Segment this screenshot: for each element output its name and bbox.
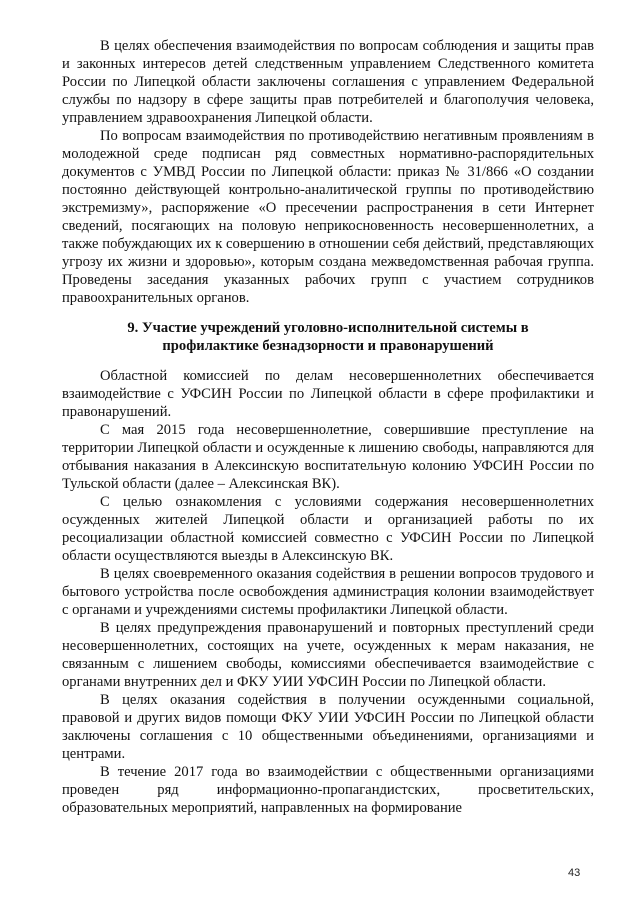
paragraph-since-may-2015: С мая 2015 года несовершеннолетние, совершившие преступление на территории Липецкой области и осужденные к лишению свободы, направляются для отбывания наказания в Алексинскую воспитательную колонию УФСИН России по Тульской области (далее – Алексинская ВК). xyxy=(62,422,594,492)
paragraph-commission-interaction: Областной комиссией по делам несовершеннолетних обеспечивается взаимодействие с УФСИН России по Липецкой области в сфере профилактики и правонарушений. xyxy=(62,368,594,420)
paragraph-prevention: В целях предупреждения правонарушений и повторных преступлений среди несовершеннолетних, состоящих на учете, осужденных к мерам наказания, не связанным с лишением свободы, комиссиями обеспечивается взаимодействие с органами внутренних дел и ФКУ УИИ УФСИН России по Липецкой области. xyxy=(62,620,594,690)
paragraph-during-2017: В течение 2017 года во взаимодействии с общественными организациями проведен ряд информационно-пропагандистских, просветительских, образовательных мероприятий, направленных на формирование xyxy=(62,764,594,816)
section-heading: 9. Участие учреждений уголовно-исполнительной системы в профилактике безнадзорности и правонарушений xyxy=(127,320,529,354)
paragraph-timely-assistance: В целях своевременного оказания содействия в решении вопросов трудового и бытового устройства после освобождения администрация колонии взаимодействует с органами и учреждениями системы профилактики Липецкой области. xyxy=(62,566,594,618)
paragraph-youth-negative-manifestations: По вопросам взаимодействия по противодействию негативным проявлениям в молодежной среде подписан ряд совместных нормативно-распорядительных документов с УМВД России по Липецкой области: приказ № 31/866 «О создании постоянно действующей контрольно-аналитической группы по противодействию экстремизму», распоряжение «О пресечении распространения в сети Интернет сведений, посягающих на половую неприкосновенность несовершеннолетних, а также побуждающих их к совершению в отношении себя действий, представляющих угрозу их жизни и здоровью», которым создана межведомственная рабочая группа. Проведены заседания указанных рабочих групп с участием сотрудников правоохранительных органов. xyxy=(62,128,594,306)
paragraph-familiarization: С целью ознакомления с условиями содержания несовершеннолетних осужденных жителей Липецкой области и организацией работы по их ресоциализации областной комиссией совместно с УФСИН России по Липецкой области осуществляются выезды в Алексинскую ВК. xyxy=(62,494,594,564)
page-number: 43 xyxy=(568,867,581,879)
document-body xyxy=(62,37,594,817)
paragraph-social-assistance: В целях оказания содействия в получении осужденными социальной, правовой и других видов помощи ФКУ УИИ УФСИН России по Липецкой области заключены соглашения с 10 общественными объединениями, организациями и центрами. xyxy=(62,692,594,762)
paragraph-investigative-committee: В целях обеспечения взаимодействия по вопросам соблюдения и защиты прав и законных интересов детей следственным управлением Следственного комитета России по Липецкой области заключены соглашения с управлением Федеральной службы по надзору в сфере защиты прав потребителей и благополучия человека, управлением здравоохранения Липецкой области. xyxy=(62,38,594,126)
